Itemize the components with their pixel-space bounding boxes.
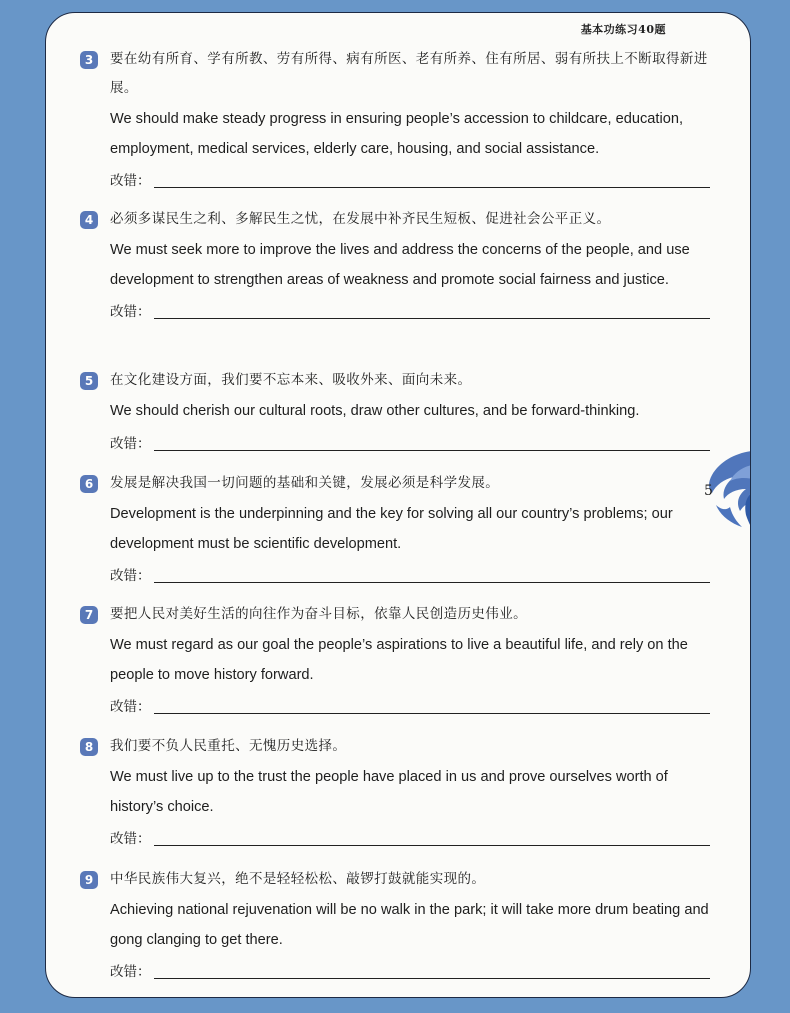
english-translation: We must seek more to improve the lives and address the concerns of the people, and use development to strengthen areas of weakness and promote social fairness and justice.: [110, 242, 690, 288]
correction-answer-line[interactable]: [154, 845, 710, 846]
item-number-badge: 6: [80, 475, 98, 493]
correction-field[interactable]: [80, 957, 710, 987]
correction-answer-line[interactable]: [154, 978, 710, 979]
exercise-item-7: [80, 600, 710, 722]
chinese-sentence: 要在幼有所育、学有所教、劳有所得、病有所医、老有所养、住有所居、弱有所扶上不断取得新进展。: [110, 51, 708, 96]
chinese-sentence: 我们要不负人民重托、无愧历史选择。: [110, 738, 347, 754]
item-number-badge: 9: [80, 871, 98, 889]
chinese-sentence: 在文化建设方面，我们要不忘本来、吸收外来、面向未来。: [110, 372, 472, 388]
page-number: 5: [704, 483, 713, 499]
correction-label: 改错：: [110, 173, 151, 189]
correction-label: 改错：: [110, 568, 151, 584]
exercise-item-5: [80, 366, 710, 459]
item-number-badge: 8: [80, 738, 98, 756]
correction-label: 改错：: [110, 435, 151, 452]
chinese-sentence: 要把人民对美好生活的向往作为奋斗目标，依靠人民创造历史伟业。: [110, 606, 527, 622]
chinese-source-text: [80, 732, 710, 761]
correction-answer-line[interactable]: [154, 713, 710, 714]
chinese-sentence: 发展是解决我国一切问题的基础和关键，发展必须是科学发展。: [110, 475, 500, 491]
chinese-source-text: [80, 469, 710, 498]
english-translation: We should make steady progress in ensuring people’s accession to childcare, education, employment, medical services, elderly care, housing, and social assistance.: [110, 111, 684, 157]
correction-answer-line[interactable]: [154, 450, 710, 451]
chinese-source-text: [80, 865, 710, 894]
running-head: 基本功练习40题: [580, 23, 666, 36]
workbook-page: [45, 12, 751, 998]
correction-field[interactable]: [80, 692, 710, 722]
item-number-badge: 4: [80, 211, 98, 229]
chinese-source-text: [80, 205, 710, 234]
chinese-source-text: [80, 600, 710, 629]
exercise-item-4: [80, 205, 710, 327]
english-translation: Development is the underpinning and the key for solving all our country’s problems; our development must be scientific development.: [110, 506, 673, 552]
exercise-item-6: [80, 469, 710, 591]
correction-field[interactable]: [80, 561, 710, 591]
chinese-source-text: [80, 45, 710, 103]
correction-field[interactable]: [80, 297, 710, 327]
chinese-source-text: [80, 366, 710, 395]
chinese-sentence: 中华民族伟大复兴，绝不是轻轻松松、敲锣打鼓就能实现的。: [110, 871, 486, 887]
item-number-badge: 5: [80, 372, 98, 390]
correction-label: 改错：: [110, 699, 151, 715]
correction-label: 改错：: [110, 304, 151, 320]
item-number-badge: 7: [80, 606, 98, 624]
english-translation: We must live up to the trust the people have placed in us and prove ourselves worth of history’s choice.: [110, 769, 668, 815]
correction-label: 改错：: [110, 831, 151, 847]
english-translation: We must regard as our goal the people’s aspirations to live a beautiful life, and rely on the people to move history forward.: [110, 637, 688, 683]
correction-answer-line[interactable]: [154, 187, 710, 188]
correction-field[interactable]: [80, 824, 710, 854]
correction-field[interactable]: [80, 166, 710, 196]
page-edge-tab: [696, 445, 751, 535]
correction-field[interactable]: [80, 429, 710, 459]
chinese-sentence: 必须多谋民生之利、多解民生之忧，在发展中补齐民生短板、促进社会公平正义。: [110, 211, 611, 227]
item-number-badge: 3: [80, 51, 98, 69]
correction-label: 改错：: [110, 964, 151, 980]
english-translation: Achieving national rejuvenation will be no walk in the park; it will take more drum beating and gong clanging to get there.: [110, 902, 709, 948]
correction-answer-line[interactable]: [154, 582, 710, 583]
correction-answer-line[interactable]: [154, 318, 710, 319]
exercise-item-9: [80, 865, 710, 987]
english-translation: We should cherish our cultural roots, draw other cultures, and be forward-thinking.: [110, 403, 640, 419]
exercise-item-3: [80, 45, 710, 196]
exercise-item-8: [80, 732, 710, 854]
